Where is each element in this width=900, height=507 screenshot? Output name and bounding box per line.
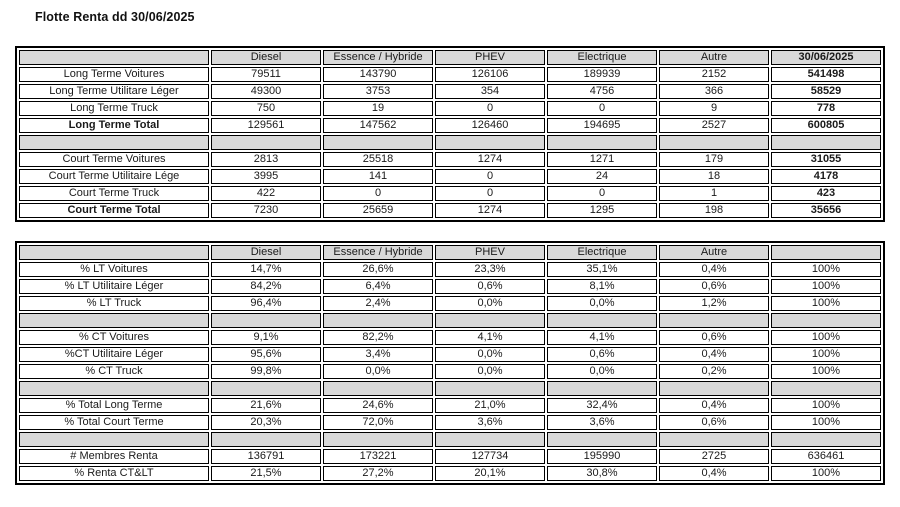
separator-cell <box>323 135 433 150</box>
value-cell: 1274 <box>435 152 545 167</box>
value-cell: 194695 <box>547 118 657 133</box>
value-cell: 19 <box>323 101 433 116</box>
row-label: % LT Utilitaire Léger <box>19 279 209 294</box>
row-label: % CT Truck <box>19 364 209 379</box>
separator-cell <box>547 313 657 328</box>
separator-cell <box>323 313 433 328</box>
value-cell: 20,1% <box>435 466 545 481</box>
value-cell: 0 <box>547 186 657 201</box>
value-cell: 173221 <box>323 449 433 464</box>
value-cell: 3,4% <box>323 347 433 362</box>
value-cell: 4178 <box>771 169 881 184</box>
value-cell: 24,6% <box>323 398 433 413</box>
separator-cell <box>771 381 881 396</box>
separator-cell <box>211 432 321 447</box>
column-header <box>771 245 881 260</box>
separator-cell <box>771 313 881 328</box>
row-label-header <box>19 50 209 65</box>
table-row <box>19 398 881 413</box>
separator-cell <box>547 432 657 447</box>
value-cell: 84,2% <box>211 279 321 294</box>
value-cell: 4756 <box>547 84 657 99</box>
table-row <box>19 186 881 201</box>
value-cell: 49300 <box>211 84 321 99</box>
value-cell: 126106 <box>435 67 545 82</box>
row-label: Long Terme Utilitare Léger <box>19 84 209 99</box>
value-cell: 0,0% <box>435 296 545 311</box>
value-cell: 2813 <box>211 152 321 167</box>
value-cell: 8,1% <box>547 279 657 294</box>
row-label: % LT Voitures <box>19 262 209 277</box>
separator-cell <box>659 135 769 150</box>
value-cell: 2725 <box>659 449 769 464</box>
value-cell: 96,4% <box>211 296 321 311</box>
value-cell: 423 <box>771 186 881 201</box>
row-label: % CT Voitures <box>19 330 209 345</box>
row-label: % Total Court Terme <box>19 415 209 430</box>
table-row <box>19 364 881 379</box>
value-cell: 100% <box>771 262 881 277</box>
value-cell: 422 <box>211 186 321 201</box>
column-header: Autre <box>659 50 769 65</box>
value-cell: 18 <box>659 169 769 184</box>
value-cell: 0,6% <box>659 330 769 345</box>
value-cell: 99,8% <box>211 364 321 379</box>
column-header: Electrique <box>547 245 657 260</box>
value-cell: 14,7% <box>211 262 321 277</box>
value-cell: 0,6% <box>547 347 657 362</box>
value-cell: 179 <box>659 152 769 167</box>
column-header: PHEV <box>435 50 545 65</box>
value-cell: 72,0% <box>323 415 433 430</box>
separator-cell <box>659 381 769 396</box>
row-label: %CT Utilitaire Léger <box>19 347 209 362</box>
value-cell: 25659 <box>323 203 433 218</box>
table-row <box>19 466 881 481</box>
value-cell: 20,3% <box>211 415 321 430</box>
value-cell: 100% <box>771 347 881 362</box>
value-cell: 1 <box>659 186 769 201</box>
value-cell: 0 <box>435 186 545 201</box>
value-cell: 7230 <box>211 203 321 218</box>
separator-cell <box>19 381 209 396</box>
value-cell: 3995 <box>211 169 321 184</box>
row-label-header <box>19 245 209 260</box>
separator-cell <box>211 381 321 396</box>
column-header: Electrique <box>547 50 657 65</box>
value-cell: 0,6% <box>435 279 545 294</box>
row-label: Long Terme Total <box>19 118 209 133</box>
separator-cell <box>19 432 209 447</box>
separator-cell <box>211 313 321 328</box>
column-header: Diesel <box>211 50 321 65</box>
report-title: Flotte Renta dd 30/06/2025 <box>35 10 195 24</box>
separator-cell <box>323 381 433 396</box>
value-cell: 126460 <box>435 118 545 133</box>
separator-row <box>19 313 881 328</box>
value-cell: 198 <box>659 203 769 218</box>
value-cell: 127734 <box>435 449 545 464</box>
table-row <box>19 279 881 294</box>
separator-cell <box>659 432 769 447</box>
value-cell: 35,1% <box>547 262 657 277</box>
separator-cell <box>323 432 433 447</box>
value-cell: 23,3% <box>435 262 545 277</box>
value-cell: 27,2% <box>323 466 433 481</box>
value-cell: 0,0% <box>547 296 657 311</box>
value-cell: 100% <box>771 296 881 311</box>
value-cell: 6,4% <box>323 279 433 294</box>
value-cell: 0 <box>435 101 545 116</box>
value-cell: 1271 <box>547 152 657 167</box>
table-row <box>19 449 881 464</box>
value-cell: 100% <box>771 398 881 413</box>
value-cell: 4,1% <box>435 330 545 345</box>
value-cell: 79511 <box>211 67 321 82</box>
value-cell: 100% <box>771 466 881 481</box>
value-cell: 541498 <box>771 67 881 82</box>
separator-row <box>19 135 881 150</box>
row-label: Court Terme Voitures <box>19 152 209 167</box>
row-label: Long Terme Voitures <box>19 67 209 82</box>
separator-cell <box>435 432 545 447</box>
column-header: Diesel <box>211 245 321 260</box>
value-cell: 1,2% <box>659 296 769 311</box>
row-label: % LT Truck <box>19 296 209 311</box>
value-cell: 100% <box>771 415 881 430</box>
value-cell: 95,6% <box>211 347 321 362</box>
row-label: % Total Long Terme <box>19 398 209 413</box>
value-cell: 189939 <box>547 67 657 82</box>
table-row <box>19 169 881 184</box>
table-row <box>19 118 881 133</box>
value-cell: 0 <box>323 186 433 201</box>
row-label: % Renta CT&LT <box>19 466 209 481</box>
row-label: Court Terme Truck <box>19 186 209 201</box>
value-cell: 9 <box>659 101 769 116</box>
value-cell: 31055 <box>771 152 881 167</box>
table-row <box>19 203 881 218</box>
column-header: 30/06/2025 <box>771 50 881 65</box>
fleet-percentages-table <box>15 241 885 485</box>
separator-cell <box>771 135 881 150</box>
header-row <box>19 245 881 260</box>
row-label: Court Terme Total <box>19 203 209 218</box>
value-cell: 21,6% <box>211 398 321 413</box>
value-cell: 21,0% <box>435 398 545 413</box>
value-cell: 636461 <box>771 449 881 464</box>
separator-cell <box>771 432 881 447</box>
value-cell: 0 <box>435 169 545 184</box>
value-cell: 4,1% <box>547 330 657 345</box>
separator-cell <box>659 313 769 328</box>
table-row <box>19 84 881 99</box>
table-row <box>19 296 881 311</box>
value-cell: 147562 <box>323 118 433 133</box>
table-row <box>19 347 881 362</box>
value-cell: 2152 <box>659 67 769 82</box>
value-cell: 1295 <box>547 203 657 218</box>
value-cell: 143790 <box>323 67 433 82</box>
row-label: Court Terme Utilitaire Lége <box>19 169 209 184</box>
value-cell: 366 <box>659 84 769 99</box>
value-cell: 136791 <box>211 449 321 464</box>
value-cell: 778 <box>771 101 881 116</box>
value-cell: 141 <box>323 169 433 184</box>
value-cell: 0,0% <box>547 364 657 379</box>
value-cell: 100% <box>771 330 881 345</box>
separator-cell <box>19 313 209 328</box>
separator-cell <box>19 135 209 150</box>
separator-cell <box>547 381 657 396</box>
value-cell: 1274 <box>435 203 545 218</box>
value-cell: 0,0% <box>435 347 545 362</box>
value-cell: 26,6% <box>323 262 433 277</box>
column-header: PHEV <box>435 245 545 260</box>
value-cell: 2,4% <box>323 296 433 311</box>
column-header: Autre <box>659 245 769 260</box>
value-cell: 35656 <box>771 203 881 218</box>
value-cell: 82,2% <box>323 330 433 345</box>
value-cell: 100% <box>771 364 881 379</box>
table-row <box>19 262 881 277</box>
separator-cell <box>435 381 545 396</box>
value-cell: 0,2% <box>659 364 769 379</box>
value-cell: 195990 <box>547 449 657 464</box>
value-cell: 750 <box>211 101 321 116</box>
value-cell: 0 <box>547 101 657 116</box>
value-cell: 24 <box>547 169 657 184</box>
separator-cell <box>547 135 657 150</box>
row-label: Long Terme Truck <box>19 101 209 116</box>
value-cell: 0,6% <box>659 279 769 294</box>
value-cell: 9,1% <box>211 330 321 345</box>
value-cell: 354 <box>435 84 545 99</box>
row-label: # Membres Renta <box>19 449 209 464</box>
value-cell: 3,6% <box>435 415 545 430</box>
value-cell: 129561 <box>211 118 321 133</box>
table-row <box>19 415 881 430</box>
column-header: Essence / Hybride <box>323 50 433 65</box>
value-cell: 32,4% <box>547 398 657 413</box>
separator-cell <box>435 313 545 328</box>
value-cell: 3,6% <box>547 415 657 430</box>
table-row <box>19 67 881 82</box>
table-row <box>19 152 881 167</box>
value-cell: 100% <box>771 279 881 294</box>
separator-cell <box>435 135 545 150</box>
value-cell: 21,5% <box>211 466 321 481</box>
value-cell: 2527 <box>659 118 769 133</box>
column-header: Essence / Hybride <box>323 245 433 260</box>
value-cell: 30,8% <box>547 466 657 481</box>
value-cell: 25518 <box>323 152 433 167</box>
value-cell: 0,0% <box>435 364 545 379</box>
separator-row <box>19 381 881 396</box>
value-cell: 0,4% <box>659 347 769 362</box>
separator-cell <box>211 135 321 150</box>
header-row <box>19 50 881 65</box>
value-cell: 0,0% <box>323 364 433 379</box>
table-row <box>19 101 881 116</box>
value-cell: 3753 <box>323 84 433 99</box>
fleet-counts-table <box>15 46 885 222</box>
value-cell: 600805 <box>771 118 881 133</box>
value-cell: 58529 <box>771 84 881 99</box>
value-cell: 0,4% <box>659 262 769 277</box>
value-cell: 0,4% <box>659 398 769 413</box>
value-cell: 0,6% <box>659 415 769 430</box>
separator-row <box>19 432 881 447</box>
value-cell: 0,4% <box>659 466 769 481</box>
table-row <box>19 330 881 345</box>
